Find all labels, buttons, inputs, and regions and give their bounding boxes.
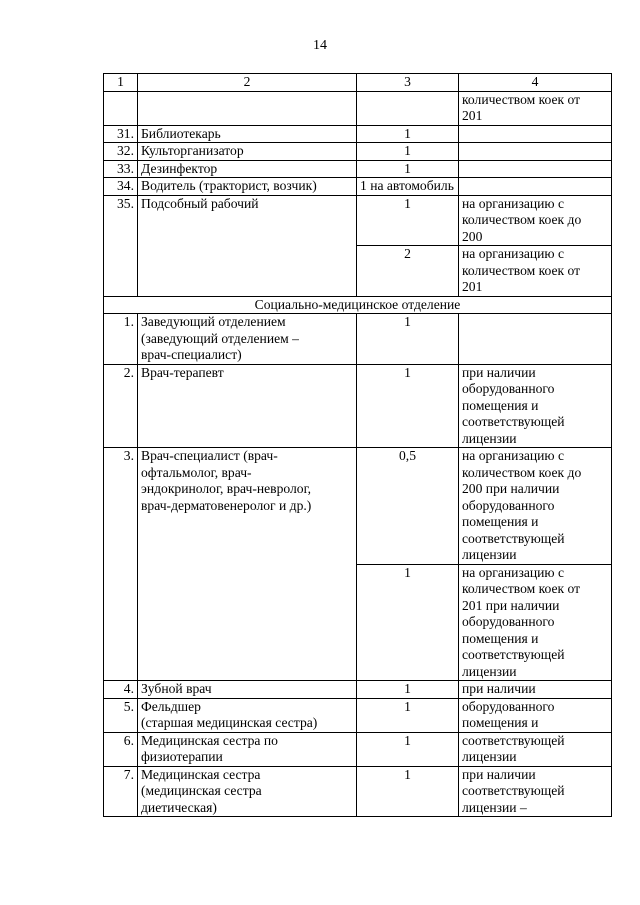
position-name: Медицинская сестра (медицинская сестра диетическая) bbox=[138, 766, 357, 817]
position-name bbox=[138, 91, 357, 125]
row-number: 32. bbox=[104, 143, 138, 161]
staff-count: 0,5 bbox=[357, 448, 459, 565]
staff-note bbox=[459, 143, 612, 161]
position-name: Врач-специалист (врач- офтальмолог, врач- эндокринолог, врач-невролог, врач-дерматовенеролог и др.) bbox=[138, 448, 357, 681]
staff-note bbox=[459, 314, 612, 365]
staff-count: 1 bbox=[357, 766, 459, 817]
table-row bbox=[104, 195, 612, 246]
header-cell-2: 2 bbox=[138, 74, 357, 92]
position-name: Подсобный рабочий bbox=[138, 195, 357, 296]
row-number: 31. bbox=[104, 125, 138, 143]
position-name: Культорганизатор bbox=[138, 143, 357, 161]
table-row bbox=[104, 143, 612, 161]
table-row bbox=[104, 314, 612, 365]
staff-note bbox=[459, 178, 612, 196]
staff-note bbox=[459, 125, 612, 143]
row-number: 6. bbox=[104, 732, 138, 766]
table-row bbox=[104, 125, 612, 143]
staff-count: 1 bbox=[357, 125, 459, 143]
staff-note: при наличии оборудованного помещения и соответствующей лицензии bbox=[459, 364, 612, 448]
section-row bbox=[104, 296, 612, 314]
header-cell-1: 1 bbox=[104, 74, 138, 92]
staff-count: 1 bbox=[357, 160, 459, 178]
row-number: 3. bbox=[104, 448, 138, 681]
table-row bbox=[104, 160, 612, 178]
header-cell-3: 3 bbox=[357, 74, 459, 92]
staff-note: на организацию с количеством коек до 200 при наличии оборудованного помещения и соответствующей лицензии bbox=[459, 448, 612, 565]
row-number: 35. bbox=[104, 195, 138, 296]
staff-note: при наличии соответствующей лицензии – bbox=[459, 766, 612, 817]
staff-count: 1 bbox=[357, 681, 459, 699]
position-name: Библиотекарь bbox=[138, 125, 357, 143]
row-number: 2. bbox=[104, 364, 138, 448]
staff-note bbox=[459, 160, 612, 178]
position-name: Медицинская сестра по физиотерапии bbox=[138, 732, 357, 766]
table-row bbox=[104, 766, 612, 817]
table-row bbox=[104, 698, 612, 732]
position-name: Заведующий отделением (заведующий отделением – врач-специалист) bbox=[138, 314, 357, 365]
table-row bbox=[104, 178, 612, 196]
staff-note: на организацию с количеством коек до 200 bbox=[459, 195, 612, 246]
staff-note: оборудованного помещения и bbox=[459, 698, 612, 732]
staff-count: 1 на автомобиль bbox=[357, 178, 459, 196]
staff-count: 1 bbox=[357, 732, 459, 766]
staff-note: на организацию с количеством коек от 201 bbox=[459, 246, 612, 297]
staff-count: 1 bbox=[357, 564, 459, 681]
table-header-row bbox=[104, 74, 612, 92]
position-name: Дезинфектор bbox=[138, 160, 357, 178]
staff-count bbox=[357, 91, 459, 125]
table-row bbox=[104, 448, 612, 565]
row-number bbox=[104, 91, 138, 125]
staff-count: 1 bbox=[357, 314, 459, 365]
staff-count: 1 bbox=[357, 698, 459, 732]
position-name: Водитель (тракторист, возчик) bbox=[138, 178, 357, 196]
staff-count: 1 bbox=[357, 195, 459, 246]
row-number: 7. bbox=[104, 766, 138, 817]
row-number: 4. bbox=[104, 681, 138, 699]
row-number: 34. bbox=[104, 178, 138, 196]
staff-note: при наличии bbox=[459, 681, 612, 699]
row-number: 1. bbox=[104, 314, 138, 365]
staff-count: 1 bbox=[357, 143, 459, 161]
row-number: 5. bbox=[104, 698, 138, 732]
position-name: Фельдшер (старшая медицинская сестра) bbox=[138, 698, 357, 732]
table-row bbox=[104, 681, 612, 699]
staff-table bbox=[103, 73, 612, 817]
staff-note: на организацию с количеством коек от 201 при наличии оборудованного помещения и соответствующей лицензии bbox=[459, 564, 612, 681]
staff-count: 2 bbox=[357, 246, 459, 297]
staff-note: соответствующей лицензии bbox=[459, 732, 612, 766]
row-number: 33. bbox=[104, 160, 138, 178]
staff-note: количеством коек от 201 bbox=[459, 91, 612, 125]
staff-count: 1 bbox=[357, 364, 459, 448]
position-name: Зубной врач bbox=[138, 681, 357, 699]
table-row bbox=[104, 91, 612, 125]
table-row bbox=[104, 732, 612, 766]
page-number: 14 bbox=[313, 38, 327, 53]
header-cell-4: 4 bbox=[459, 74, 612, 92]
table-row bbox=[104, 364, 612, 448]
section-title: Социально-медицинское отделение bbox=[104, 296, 612, 314]
position-name: Врач-терапевт bbox=[138, 364, 357, 448]
